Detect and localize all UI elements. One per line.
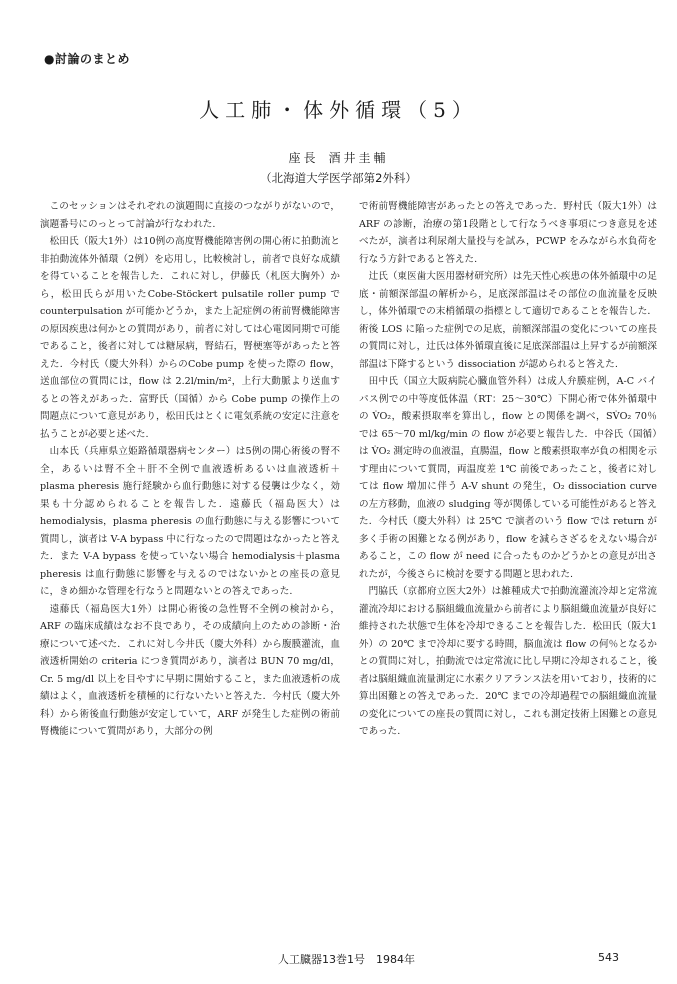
page-number: 543 [598,951,619,964]
paragraph: 田中氏（国立大阪病院心臓血管外科）は成人弁膜症例，A-C バイパス例での中等度低体温（RT：25～30℃）下開心術で体外循環中の V̇O₂，酸素摂取率を算出し，flow との関係を調べ，SV̇O₂ 70％ では 65～70 ml/kg/min の flow が必要と報告した．中谷氏（国循）は V̇O₂ 測定時の血液温，直腸温，flow と酸素摂取率が負の相関を示す理由について質問，両温度差 1℃ 前後であったこと，後者に対しては flow 増加に伴う A-V shunt の発生，O₂ dissociation curve の左方移動，血液の sludging 等が関係している可能性があると答えた．今村氏（慶大外科）は 25℃ で演者のいう flow では return が多く手術の困難となる例があり，flow を減らさざるをえない場合があること，この flow が need に合ったものかどうかとの意見が出されたが，今後さらに検討を要する問題と思われた. [359,376,657,580]
paragraph: で術前腎機能障害があったとの答えであった．野村氏（阪大1外）は ARF の診断，治療の第1段階として行なうべき事項につき意見を述べたが，演者は利尿剤大量投与を試み，PCWP をみながら水負荷を行なう方針であると答えた. [359,201,657,265]
left-column [40,198,340,741]
paragraph: 松田氏（阪大1外）は10例の高度腎機能障害例の開心術に拍動流と非拍動流体外循環（2例）を応用し，比較検討し，前者で良好な成績を得ていることを報告した．これに対し，伊藤氏（札医大胸外）から，松田氏らが用いたCobe-Stöckert pulsatile roller pump で counterpulsation が可能かどうか，また上記症例の術前腎機能障害の原因疾患は何かとの質問があり，前者に対しては心電図同期で可能であること，後者に対しては糖尿病，腎結石，腎梗塞等があったと答えた．今村氏（慶大外科）からのCobe pump を使った際の flow，送血部位の質問には，flow は 2.2l/min/m²，上行大動脈より送血するとの答えがあった．富野氏（国循）から Cobe pump の操作上の問題点について意見があり，松田氏はとくに電気系統の安定に注意を払うことが必要と述べた. [40,236,340,440]
paragraph: このセッションはそれぞれの演題間に直接のつながりがないので，演題番号にのっとって討論が行なわれた. [40,201,340,230]
paragraph: 山本氏（兵庫県立姫路循環器病センター）は5例の開心術後の腎不全，あるいは腎不全＋肝不全例で血液透析あるいは血液透析＋plasma pheresis 施行経験から血行動態に対する侵襲は少なく，効果も十分認められることを報告した．遠藤氏（福島医大）は hemodialysis，plasma pheresis の血行動態に与える影響について質問し，演者は V-A bypass 中に行なったので問題はなかったと答えた．また V-A bypass を使っていない場合 hemodialysis＋plasma pheresis は血行動態に影響を与えるのではないかとの座長の意見に，きめ細かな管理を行なうと問題ないとの答えであった. [40,446,340,597]
journal-citation: 人工臓器13巻1号 1984年 [278,953,415,966]
paragraph: 辻氏（東医歯大医用器材研究所）は先天性心疾患の体外循環中の足底・前額深部温の解析から，足底深部温はその部位の血流量を反映し，体外循環での末梢循環の指標として適切であることを報告した．術後 LOS に陥った症例での足底，前額深部温の変化についての座長の質問に対し，辻氏は体外循環直後に足底深部温は上昇するが前額深部温は下降するという dissociation が認められると答えた. [359,271,657,370]
article-title: 人工肺・体外循環（5） [199,98,478,122]
chair-line [0,149,677,166]
chair-affiliation: （北海道大学医学部第2外科） [260,171,417,185]
paragraph: 遠藤氏（福島医大1外）は開心術後の急性腎不全例の検討から，ARF の臨床成績はなお不良であり，その成績向上のための診断・治療について述べた．これに対し今井氏（慶大外科）から腹膜灌流，血液透析開始の criteria につき質問があり，演者は BUN 70 mg/dl，Cr. 5 mg/dl 以上を目やすに早期に開始すること，また血液透析の成績はよく，血液透析を積極的に行ないたいと答えた．今村氏（慶大外科）から術後血行動態が安定していて，ARF が発生した症例の術前腎機能について質問があり，大部分の例 [40,603,340,737]
chair-name: 酒井圭輔 [328,151,389,165]
section-label: ●討論のまとめ [44,52,130,66]
chair-role: 座長 [288,151,319,165]
right-column [359,198,657,741]
paragraph: 門脇氏（京都府立医大2外）は雑種成犬で拍動流灌流冷却と定常流灌流冷却における脳組織血流量から前者により脳組織血流量が良好に維持された状態で生体を冷却できることを報告した．松田氏（阪大1外）の 20℃ まで冷却に要する時間，脳血流は flow の何％となるかとの質問に対し，拍動流では定常流に比し早期に冷却されること，後者は脳組織血流量測定に水素クリアランス法を用いており，技術的に算出困難との答えであった．20℃ までの冷却過程での脳組織血流量の変化についての座長の質問に対し，これも測定技術上困難との意見であった. [359,586,657,737]
